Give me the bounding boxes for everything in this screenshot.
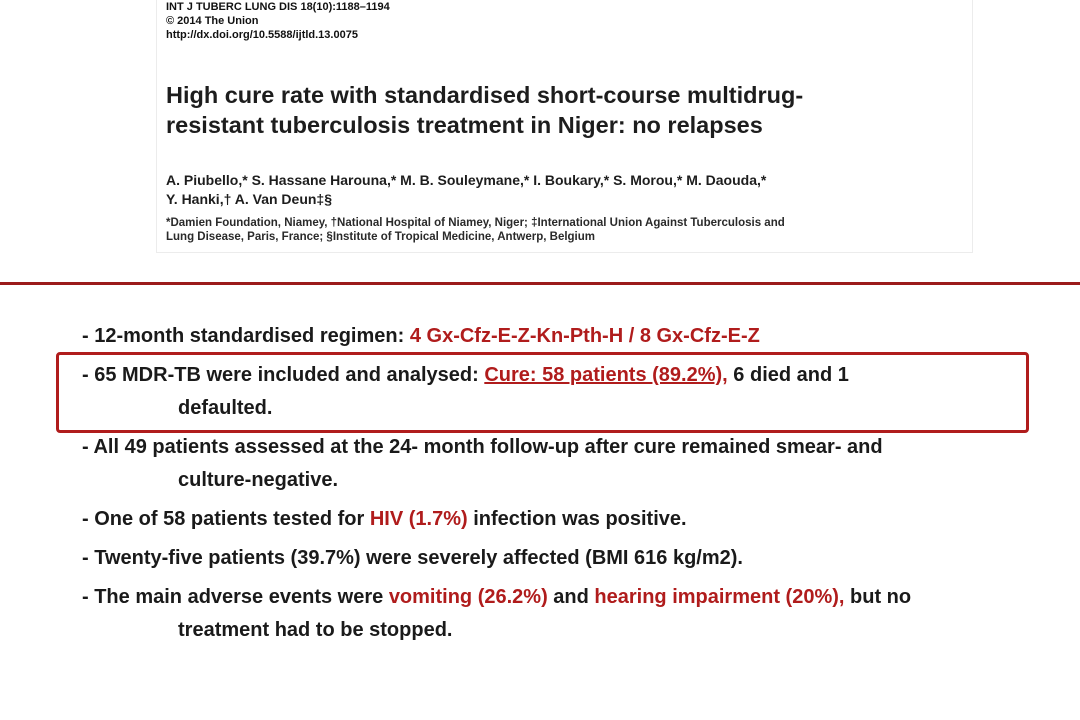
highlighted-hearing: hearing impairment (20%),	[594, 586, 845, 608]
doi: http://dx.doi.org/10.5588/ijtld.13.0075	[166, 29, 358, 41]
paper-title-line1: High cure rate with standardised short-course multidrug-	[166, 82, 804, 108]
bullet-text: 6 died and 1	[727, 364, 849, 386]
bullet-list	[82, 320, 1072, 653]
affiliation-line2: Lung Disease, Paris, France; §Institute of Tropical Medicine, Antwerp, Belgium	[166, 231, 595, 243]
bullet-text: - 12-month standardised regimen:	[82, 325, 410, 347]
bullet-bmi	[82, 542, 1072, 575]
section-divider	[0, 282, 1080, 285]
paper-title	[166, 80, 803, 140]
bullet-text: infection was positive.	[467, 508, 687, 530]
bullet-continuation: treatment had to be stopped.	[178, 619, 453, 641]
bullet-continuation: culture-negative.	[178, 469, 339, 491]
bullet-hiv	[82, 503, 1072, 536]
journal-citation: INT J TUBERC LUNG DIS 18(10):1188–1194	[166, 1, 390, 13]
bullet-adverse-events	[82, 581, 1072, 647]
bullet-text: - All 49 patients assessed at the 24- month follow-up after cure remained smear- and	[82, 436, 883, 458]
bullet-text: - The main adverse events were	[82, 586, 389, 608]
bullet-text: - Twenty-five patients (39.7%) were severely affected (BMI 616 kg/m2).	[82, 547, 743, 569]
authors-line2: Y. Hanki,† A. Van Deun‡§	[166, 191, 332, 207]
paper-authors	[166, 171, 766, 209]
paper-affiliations	[166, 216, 785, 244]
paper-citation	[166, 0, 390, 42]
underlined-cure-rate: Cure: 58 patients (89.2%),	[484, 364, 728, 386]
bullet-text: and	[547, 586, 595, 608]
bullet-followup	[82, 431, 1072, 497]
bullet-continuation: defaulted.	[178, 397, 273, 419]
highlighted-regimen: 4 Gx-Cfz-E-Z-Kn-Pth-H / 8 Gx-Cfz-E-Z	[409, 325, 760, 347]
bullet-text: but no	[844, 586, 912, 608]
bullet-text: - 65 MDR-TB were included and analysed:	[82, 364, 485, 386]
affiliation-line1: *Damien Foundation, Niamey, †National Hospital of Niamey, Niger; ‡International Union Against Tuberculosis and	[166, 217, 785, 229]
bullet-outcome	[82, 359, 1072, 425]
authors-line1: A. Piubello,* S. Hassane Harouna,* M. B. Souleymane,* I. Boukary,* S. Morou,* M. Daouda,*	[166, 172, 767, 188]
bullet-regimen	[82, 320, 1072, 353]
bullet-text: - One of 58 patients tested for	[82, 508, 370, 530]
copyright: © 2014 The Union	[166, 15, 259, 27]
highlighted-vomiting: vomiting (26.2%)	[388, 586, 548, 608]
paper-header-image	[157, 0, 972, 252]
paper-title-line2: resistant tuberculosis treatment in Niger: no relapses	[166, 112, 763, 138]
highlighted-hiv: HIV (1.7%)	[369, 508, 468, 530]
